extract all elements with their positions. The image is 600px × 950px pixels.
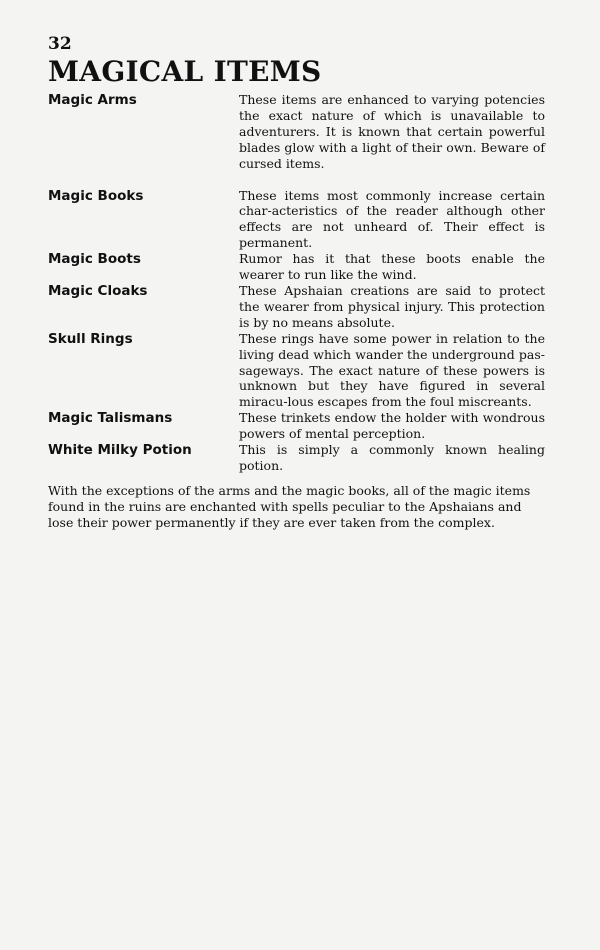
item-description: These items most commonly increase certain char-acteristics of the reader although other effects are not unheard of. Their effect is permanent. <box>239 187 545 251</box>
list-item-magic-talismans <box>48 410 548 442</box>
item-name: Magic Boots <box>48 251 141 268</box>
closing-paragraph: With the exceptions of the arms and the magic books, all of the magic items found in the ruins are enchanted with spells peculiar to the Apshaians and lose their power permanently if they are ever taken from the complex. <box>48 482 531 530</box>
item-description: These trinkets endow the holder with wondrous powers of mental perception. <box>239 410 545 442</box>
item-description: These Apshaian creations are said to protect the wearer from physical injury. This protection is by no means absolute. <box>239 282 545 330</box>
list-item-magic-books <box>48 188 548 252</box>
item-description: This is simply a commonly known healing potion. <box>239 442 545 473</box>
page-title: MAGICAL ITEMS <box>48 55 322 88</box>
item-name: Magic Talismans <box>48 410 173 427</box>
item-name: Skull Rings <box>48 330 133 347</box>
item-description: These rings have some power in relation to the living dead which wander the underground pas-sageways. The exact nature of these powers is unknown but they have figured in several miracu-lous escapes from the foul miscreants. <box>239 330 545 410</box>
item-name: White Milky Potion <box>48 442 192 459</box>
item-description: Rumor has it that these boots enable the wearer to run like the wind. <box>239 251 545 283</box>
list-item-magic-arms <box>48 92 548 172</box>
list-item-magic-boots <box>48 251 548 283</box>
page <box>48 34 548 531</box>
item-description: These items are enhanced to varying potencies the exact nature of which is unavailable to adventurers. It is known that certain powerful blades glow with a light of their own. Beware of cursed items. <box>239 92 545 171</box>
page-number: 32 <box>48 34 72 54</box>
list-item-skull-rings <box>48 331 548 411</box>
list-item-white-milky-potion <box>48 442 548 474</box>
item-name: Magic Cloaks <box>48 282 148 299</box>
list-item-magic-cloaks <box>48 283 548 331</box>
item-name: Magic Books <box>48 187 144 204</box>
item-name: Magic Arms <box>48 92 137 108</box>
item-gap <box>48 172 548 188</box>
magic-items-list <box>48 92 548 474</box>
